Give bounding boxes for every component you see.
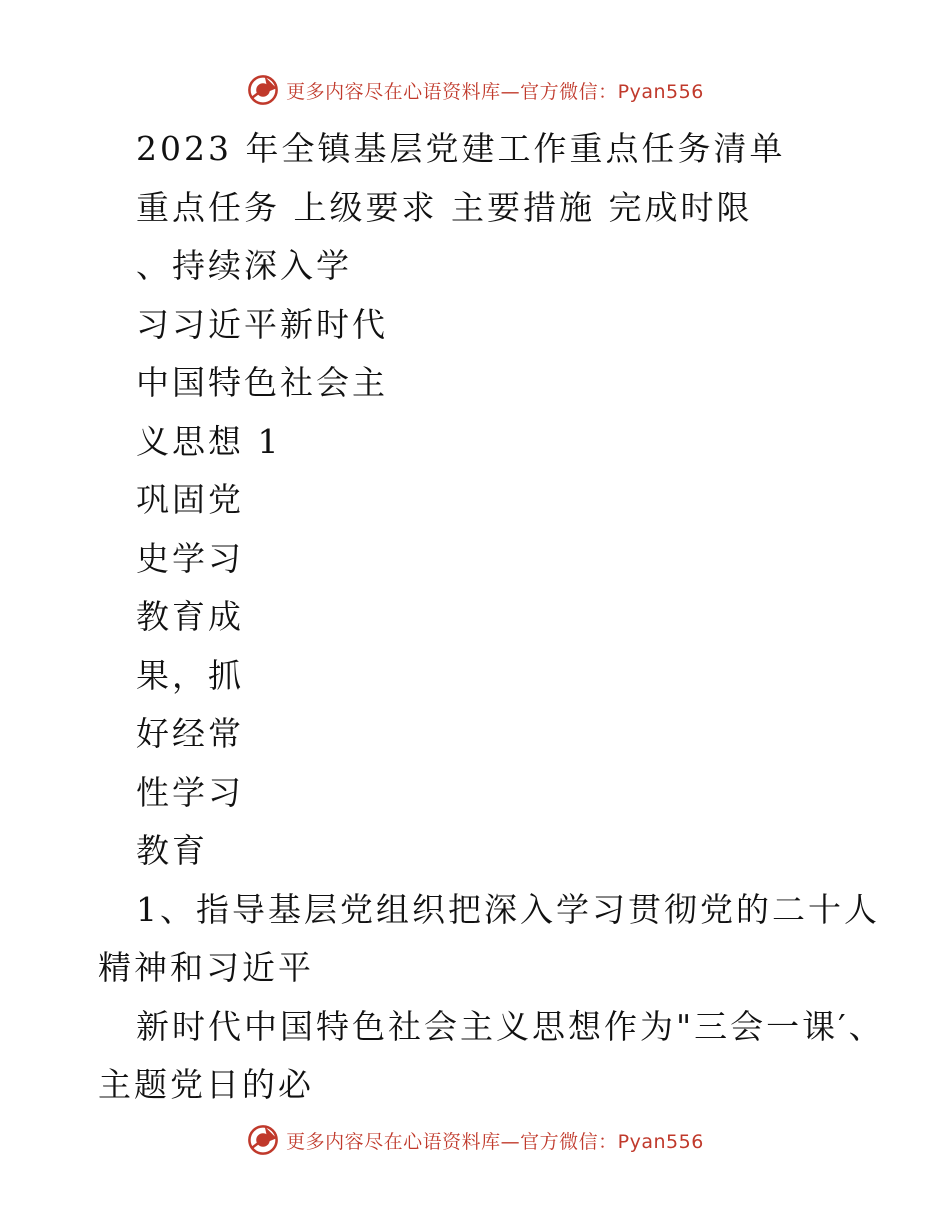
- logo-pen-icon: [246, 1123, 280, 1157]
- text-line: 性学习: [136, 772, 244, 812]
- table-header-row: 重点任务 上级要求 主要措施 完成时限: [136, 187, 753, 227]
- text-line: 主题党日的必: [98, 1065, 314, 1104]
- logo-pen-icon: [246, 73, 280, 107]
- document-body: [98, 120, 885, 1115]
- footer-watermark: [0, 1120, 950, 1160]
- document-title: 2023 年全镇基层党建工作重点任务清单: [136, 129, 786, 168]
- header-watermark: [0, 70, 950, 110]
- text-line: 史学习: [136, 538, 244, 578]
- text-line: 教育: [136, 831, 208, 870]
- text-line: 习习近平新时代: [136, 304, 388, 344]
- text-line: 新时代中国特色社会主义思想作为"三会一课′、: [136, 1006, 885, 1046]
- text-line: 义思想 1: [136, 421, 282, 461]
- text-line: 巩固党: [136, 480, 244, 519]
- watermark-text: 更多内容尽在心语资料库—官方微信：Pyan556: [286, 80, 704, 103]
- text-line: 、持续深入学: [136, 246, 352, 285]
- text-line: 1、指导基层党组织把深入学习贯彻党的二十人: [136, 889, 880, 929]
- text-line: 教育成: [136, 597, 244, 636]
- watermark-text: 更多内容尽在心语资料库—官方微信：Pyan556: [286, 1130, 704, 1153]
- text-line: 精神和习近平: [98, 948, 314, 987]
- text-line: 果，抓: [136, 655, 244, 695]
- text-line: 中国特色社会主: [136, 363, 388, 402]
- text-line: 好经常: [136, 714, 244, 753]
